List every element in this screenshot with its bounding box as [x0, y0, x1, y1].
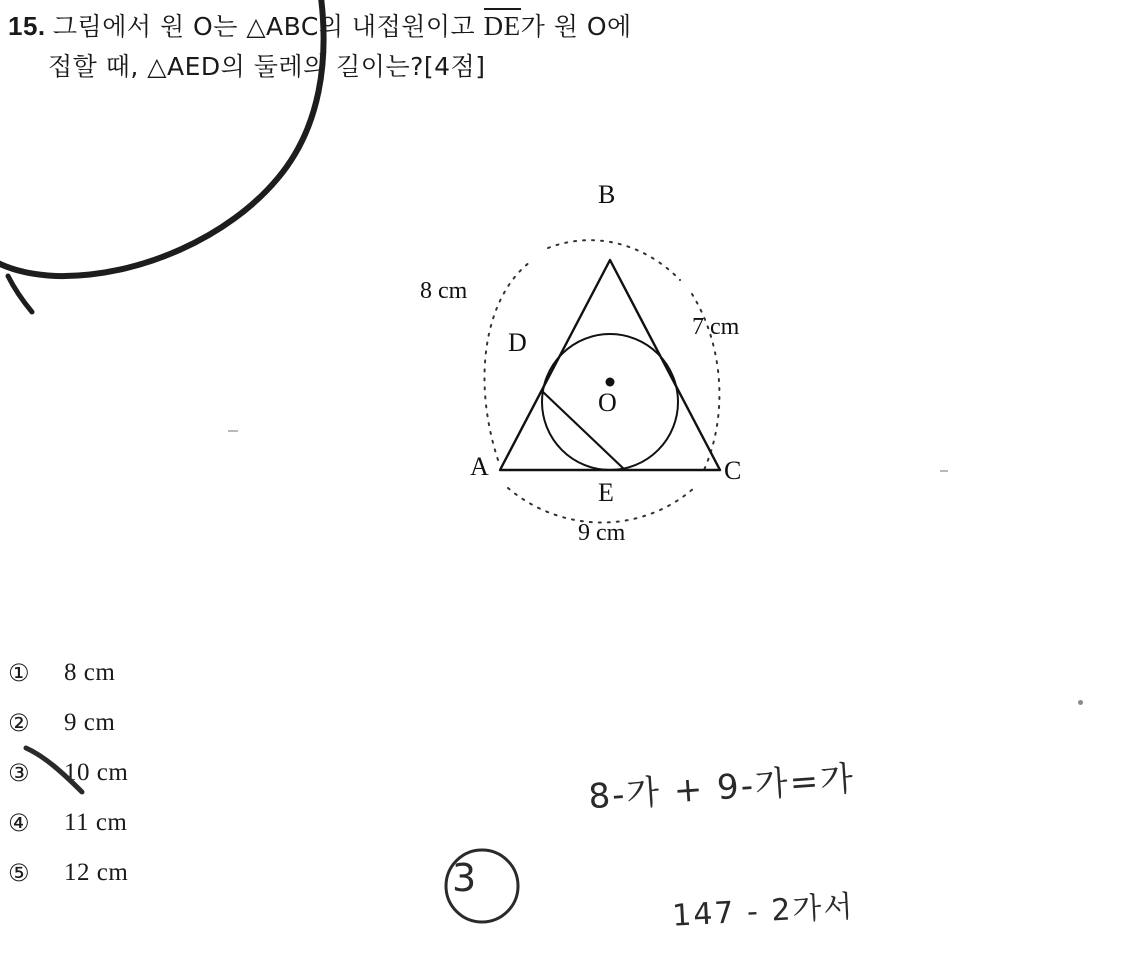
choice-2-label: 9 cm — [64, 709, 116, 736]
label-d: D — [508, 328, 527, 357]
length-ab: 8 cm — [420, 278, 468, 304]
question-number: 15. — [8, 11, 46, 41]
scan-speck-3 — [940, 470, 948, 472]
question-text-part-2: 가 원 O에 — [520, 12, 632, 41]
handwritten-work-line-2: 147 - 2가서 — [671, 889, 856, 934]
choice-4-label: 11 cm — [64, 809, 128, 836]
choice-1-label: 8 cm — [64, 659, 116, 686]
label-b: B — [598, 180, 616, 209]
question-line-2: 접할 때, △AED의 둘레의 길이는?[4점] — [48, 52, 486, 81]
choice-5-label: 12 cm — [64, 859, 129, 886]
choice-5-marker: ⑤ — [8, 859, 30, 887]
choice-3-label: 10 cm — [64, 759, 129, 786]
choice-1-marker: ① — [8, 659, 30, 687]
label-a: A — [470, 452, 489, 481]
label-c: C — [724, 456, 742, 485]
label-e: E — [598, 478, 614, 507]
length-ac: 9 cm — [578, 520, 626, 546]
label-o: O — [598, 388, 617, 417]
choice-3-marker: ③ — [8, 759, 30, 787]
scan-speck-2 — [228, 430, 238, 432]
pen-loop-stroke — [0, 0, 324, 276]
handwritten-answer: 3 — [452, 856, 477, 900]
pencil-mark-choice-3 — [26, 748, 82, 792]
choice-2-marker: ② — [8, 709, 30, 737]
pen-tail-stroke — [8, 276, 32, 312]
segment-de-overline: DE — [484, 8, 521, 41]
choice-4-marker: ④ — [8, 809, 30, 837]
handwritten-work-line-1: 8-가 + 9-가=가 — [587, 758, 857, 818]
question-text-part-1: 그림에서 원 O는 △ABC의 내접원이고 — [52, 12, 484, 41]
scan-speck-1 — [1078, 700, 1083, 705]
length-bc: 7 cm — [692, 314, 740, 340]
